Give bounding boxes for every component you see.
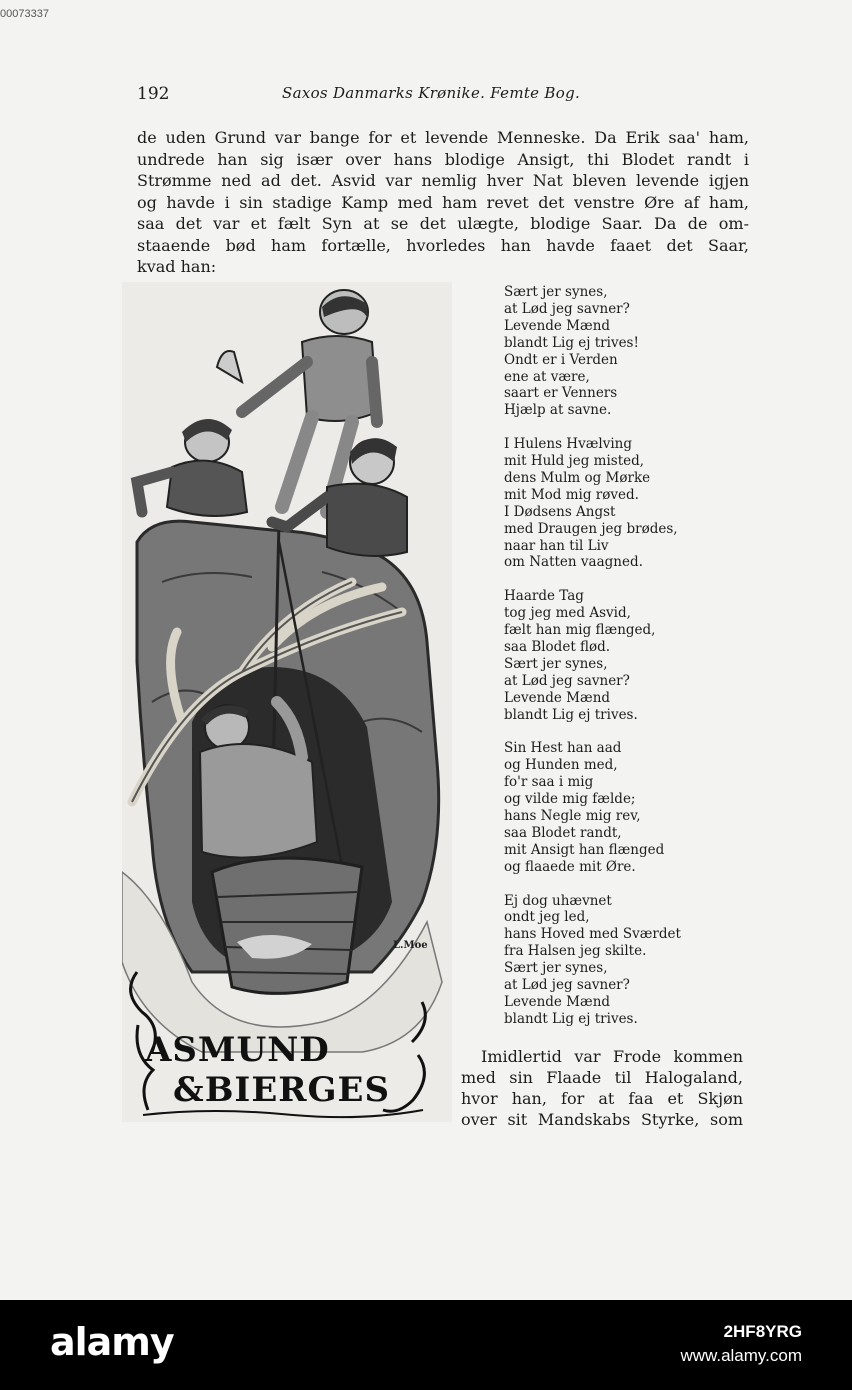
poem-line: blandt Lig ej trives! — [504, 334, 639, 351]
prose-line: staaende bød ham fortælle, hvorledes han havde faaet det Saar, — [137, 235, 749, 255]
poem-line: fælt han mig flænged, — [504, 622, 656, 639]
poem-line: fo'r saa i mig — [504, 774, 594, 791]
prose-line: Strømme ned ad det. Asvid var nemlig hver Nat bleven levende igjen — [137, 171, 749, 190]
prose-line: hvor han, for at faa et Skjøn — [461, 1089, 743, 1108]
poem-line: hans Negle mig rev, — [504, 808, 641, 825]
prose-line: undrede han sig især over hans blodige Ansigt, thi Blodet randt i — [137, 149, 749, 169]
poem-line: mit Huld jeg misted, — [504, 453, 645, 470]
prose-line: og havde i sin stadige Kamp med ham revet det venstre Øre af ham, — [137, 192, 749, 212]
poem-line: mit Ansigt han flænged — [504, 841, 665, 858]
poem-line: dens Mulm og Mørke — [504, 469, 651, 486]
poem-line: Levende Mænd — [504, 689, 611, 706]
watermark-url: www.alamy.com — [680, 1346, 802, 1365]
poem-stanza — [504, 740, 744, 875]
poem-line: Levende Mænd — [504, 994, 611, 1010]
watermark-bar — [0, 1300, 852, 1390]
poem-line: Sin Hest han aad — [504, 740, 622, 757]
poem-line: hans Hoved med Sværdet — [504, 926, 681, 943]
poem-line: saa Blodet flød. — [504, 639, 611, 655]
poem-line: naar han til Liv — [504, 537, 609, 554]
poem-line: tog jeg med Asvid, — [504, 605, 631, 622]
stock-id: 00073337 — [0, 8, 49, 20]
poem-line: mit Mod mig røved. — [504, 486, 639, 503]
prose-bottom — [461, 1046, 743, 1130]
prose-line: saa det var et fælt Syn at se det ulægte, blodige Saar. Da de om- — [137, 214, 749, 233]
prose-top — [137, 127, 749, 278]
poem-line: blandt Lig ej trives. — [504, 706, 638, 723]
caption-line-2: &BIERGES — [173, 1070, 391, 1110]
image-code: 2HF8YRG — [723, 1322, 802, 1341]
prose-line: over sit Mandskabs Styrke, som — [461, 1110, 743, 1129]
poem-line: Sært jer synes, — [504, 960, 608, 977]
poem-stanza — [504, 893, 744, 1028]
poem-line: I Hulens Hvælving — [504, 436, 632, 453]
burial-mound-illustration — [122, 282, 452, 1122]
poem-line: Sært jer synes, — [504, 284, 608, 300]
poem-line: at Lød jeg savner? — [504, 977, 630, 994]
poem-stanza — [504, 284, 744, 419]
poem-line: ondt jeg led, — [504, 909, 590, 926]
poem-line: og vilde mig fælde; — [504, 791, 636, 808]
poem-line: blandt Lig ej trives. — [504, 1010, 638, 1027]
poem — [504, 284, 744, 1045]
alamy-logo: alamy — [50, 1320, 174, 1364]
poem-stanza — [504, 588, 744, 723]
poem-line: saart er Venners — [504, 385, 618, 402]
poem-line: Hjælp at savne. — [504, 402, 612, 419]
illustration-caption — [133, 1015, 433, 1125]
poem-line: Ondt er i Verden — [504, 351, 618, 368]
poem-line: saa Blodet randt, — [504, 824, 622, 841]
poem-line: Levende Mænd — [504, 317, 611, 334]
poem-line: Haarde Tag — [504, 588, 584, 605]
prose-line: de uden Grund var bange for et levende Menneske. Da Erik saa' ham, — [137, 128, 749, 147]
poem-line: at Lød jeg savner? — [504, 300, 630, 317]
artist-signature: L.Moe — [393, 940, 428, 951]
poem-line: om Natten vaagned. — [504, 554, 643, 571]
poem-line: Ej dog uhævnet — [504, 892, 612, 909]
prose-line: med sin Flaade til Halogaland, — [461, 1068, 743, 1087]
poem-line: med Draugen jeg brødes, — [504, 520, 678, 537]
prose-line: kvad han: — [137, 257, 217, 276]
prose-line: Imidlertid var Frode kommen — [481, 1047, 743, 1066]
poem-stanza — [504, 436, 744, 571]
page-number: 192 — [137, 84, 170, 104]
poem-line: ene at være, — [504, 368, 590, 385]
poem-line: at Lød jeg savner? — [504, 672, 630, 689]
caption-line-1: ASMUND — [145, 1030, 330, 1070]
running-header: Saxos Danmarks Krønike. Femte Bog. — [282, 84, 581, 102]
poem-line: Sært jer synes, — [504, 655, 608, 672]
poem-line: og Hunden med, — [504, 757, 618, 774]
poem-line: fra Halsen jeg skilte. — [504, 943, 647, 960]
poem-line: I Dødsens Angst — [504, 503, 616, 520]
poem-line: og flaaede mit Øre. — [504, 858, 636, 875]
